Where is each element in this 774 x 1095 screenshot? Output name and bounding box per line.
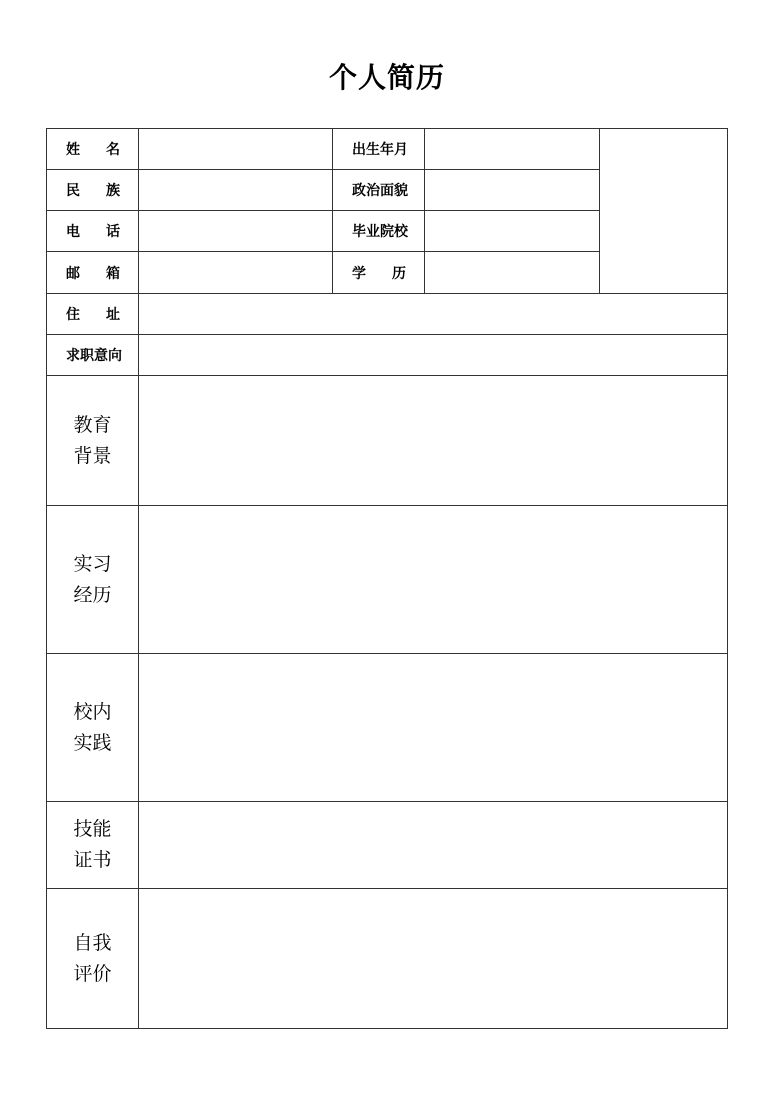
value-name[interactable] — [139, 129, 333, 170]
row-campus — [47, 654, 728, 802]
label-campus: 校内 实践 — [47, 654, 139, 802]
row-self — [47, 889, 728, 1029]
value-degree[interactable] — [425, 252, 600, 294]
label-political: 政治面貌 — [333, 170, 425, 211]
value-phone[interactable] — [139, 211, 333, 252]
row-internship — [47, 506, 728, 654]
value-political[interactable] — [425, 170, 600, 211]
value-self[interactable] — [139, 889, 728, 1029]
value-skills[interactable] — [139, 802, 728, 889]
page-title: 个人简历 — [328, 61, 445, 94]
row-objective — [47, 335, 728, 376]
label-education: 教育 背景 — [47, 376, 139, 506]
label-ethnicity: 民 族 — [47, 170, 139, 211]
label-school: 毕业院校 — [333, 211, 425, 252]
value-email[interactable] — [139, 252, 333, 294]
value-internship[interactable] — [139, 506, 728, 654]
value-address[interactable] — [139, 294, 728, 335]
label-address: 住 址 — [47, 294, 139, 335]
resume-table — [46, 128, 728, 1029]
label-skills: 技能 证书 — [47, 802, 139, 889]
value-education[interactable] — [139, 376, 728, 506]
label-degree: 学 历 — [333, 252, 425, 294]
value-birth[interactable] — [425, 129, 600, 170]
value-ethnicity[interactable] — [139, 170, 333, 211]
label-name: 姓 名 — [47, 129, 139, 170]
value-objective[interactable] — [139, 335, 728, 376]
label-self: 自我 评价 — [47, 889, 139, 1029]
value-school[interactable] — [425, 211, 600, 252]
row-name — [47, 129, 728, 170]
row-address — [47, 294, 728, 335]
value-campus[interactable] — [139, 654, 728, 802]
label-birth: 出生年月 — [333, 129, 425, 170]
label-objective: 求职意向 — [47, 335, 139, 376]
row-skills — [47, 802, 728, 889]
label-phone: 电 话 — [47, 211, 139, 252]
label-internship: 实习 经历 — [47, 506, 139, 654]
row-education — [47, 376, 728, 506]
label-email: 邮 箱 — [47, 252, 139, 294]
photo-cell[interactable] — [600, 129, 728, 294]
